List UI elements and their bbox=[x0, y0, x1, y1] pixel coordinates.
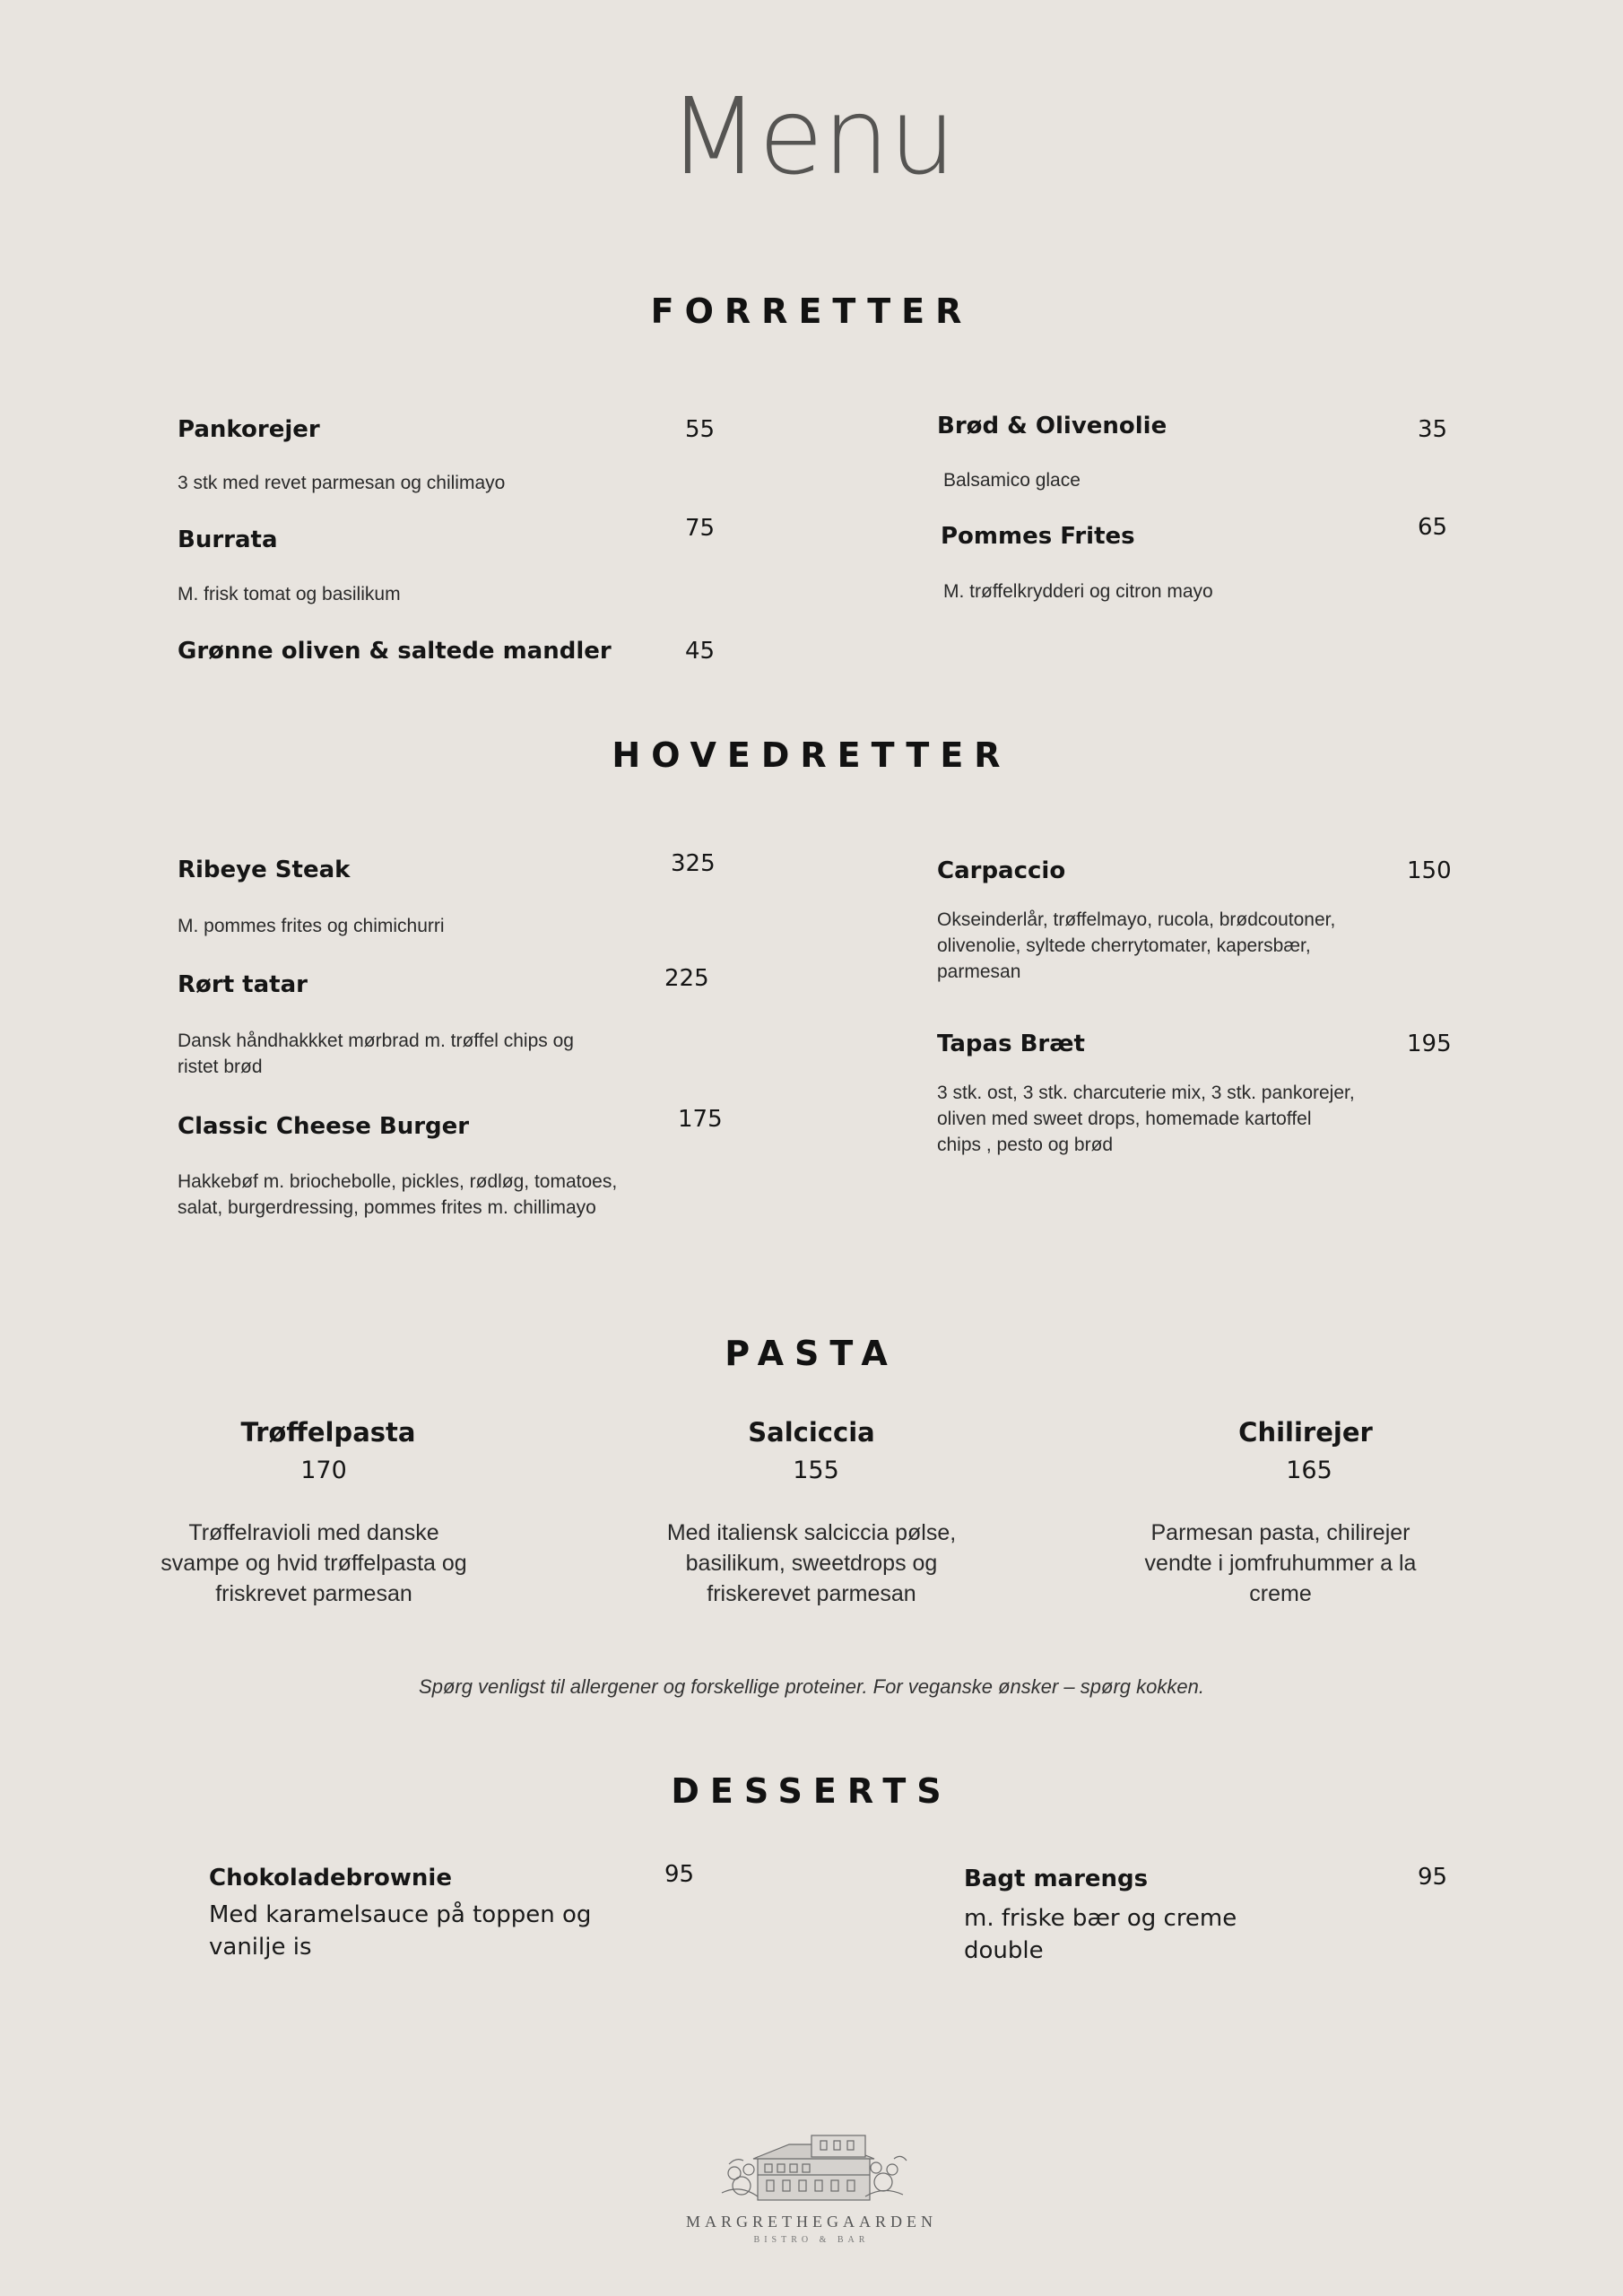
pasta-item-price: 170 bbox=[300, 1457, 347, 1484]
item-price: 75 bbox=[685, 515, 716, 542]
item-price: 55 bbox=[685, 416, 716, 443]
item-name: Pankorejer bbox=[178, 416, 320, 443]
item-description: 3 stk med revet parmesan og chilimayo bbox=[178, 473, 506, 493]
pasta-item-price: 165 bbox=[1286, 1457, 1332, 1484]
item-name: Tapas Bræt bbox=[937, 1031, 1085, 1057]
item-name: Grønne oliven & saltede mandler bbox=[178, 638, 612, 665]
item-name: Carpaccio bbox=[937, 857, 1066, 884]
item-name: Rørt tatar bbox=[178, 971, 308, 998]
section-heading-hovedretter: HOVEDRETTER bbox=[612, 735, 1011, 775]
item-name: Brød & Olivenolie bbox=[937, 413, 1167, 439]
item-price: 325 bbox=[671, 850, 716, 877]
dessert-price: 95 bbox=[1418, 1864, 1448, 1891]
item-description: M. frisk tomat og basilikum bbox=[178, 584, 401, 604]
item-description: 3 stk. ost, 3 stk. charcuterie mix, 3 stk. pankorejer, oliven med sweet drops, homemade kartoffel chips , pesto og brød bbox=[937, 1083, 1355, 1155]
item-description: Dansk håndhakkket mørbrad m. trøffel chips og ristet brød bbox=[178, 1031, 574, 1077]
item-description: M. trøffelkrydderi og citron mayo bbox=[943, 581, 1213, 602]
item-price: 65 bbox=[1418, 514, 1448, 541]
item-description: Balsamico glace bbox=[943, 470, 1081, 491]
brand-tagline: BISTRO & BAR bbox=[753, 2235, 870, 2245]
item-name: Pommes Frites bbox=[941, 523, 1135, 550]
item-price: 150 bbox=[1407, 857, 1452, 884]
item-price: 45 bbox=[685, 638, 716, 665]
pasta-item-name: Chilirejer bbox=[1238, 1417, 1373, 1448]
item-description: Okseinderlår, trøffelmayo, rucola, brødcoutoner, olivenolie, syltede cherrytomater, kapersbær, parmesan bbox=[937, 909, 1336, 982]
item-price: 225 bbox=[664, 965, 709, 992]
section-heading-pasta: PASTA bbox=[725, 1334, 898, 1373]
pasta-item-name: Trøffelpasta bbox=[240, 1417, 416, 1448]
page-title: Menu bbox=[668, 74, 955, 198]
pasta-item-name: Salciccia bbox=[748, 1417, 875, 1448]
bistro-building-logo bbox=[704, 2130, 919, 2211]
dessert-description: m. friske bær og creme double bbox=[964, 1905, 1237, 1964]
item-description: Hakkebøf m. briochebolle, pickles, rødløg, tomatoes, salat, burgerdressing, pommes frites m. chillimayo bbox=[178, 1171, 618, 1218]
pasta-item-price: 155 bbox=[793, 1457, 839, 1484]
pasta-item-description: Parmesan pasta, chilirejer vendte i jomfruhummer a la creme bbox=[1144, 1520, 1417, 1606]
item-price: 35 bbox=[1418, 416, 1448, 443]
item-price: 195 bbox=[1407, 1031, 1452, 1057]
dessert-name: Chokoladebrownie bbox=[209, 1865, 452, 1892]
pasta-item-description: Med italiensk salciccia pølse, basilikum, sweetdrops og friskerevet parmesan bbox=[666, 1520, 957, 1606]
allergen-note: Spørg venligst til allergener og forskellige proteiner. For veganske ønsker – spørg kokken. bbox=[419, 1675, 1204, 1698]
dessert-description: Med karamelsauce på toppen og vanilje is bbox=[209, 1901, 592, 1961]
item-description: M. pommes frites og chimichurri bbox=[178, 916, 445, 936]
pasta-item-description: Trøffelravioli med danske svampe og hvid trøffelpasta og friskrevet parmesan bbox=[161, 1520, 467, 1606]
dessert-price: 95 bbox=[664, 1861, 695, 1888]
section-heading-forretter: FORRETTER bbox=[650, 291, 973, 331]
brand-name: MARGRETHEGAARDEN bbox=[686, 2213, 937, 2231]
dessert-name: Bagt marengs bbox=[964, 1866, 1149, 1892]
item-name: Classic Cheese Burger bbox=[178, 1113, 470, 1140]
item-name: Ribeye Steak bbox=[178, 857, 351, 883]
item-price: 175 bbox=[678, 1106, 723, 1133]
item-name: Burrata bbox=[178, 526, 278, 553]
section-heading-desserts: DESSERTS bbox=[671, 1771, 952, 1811]
